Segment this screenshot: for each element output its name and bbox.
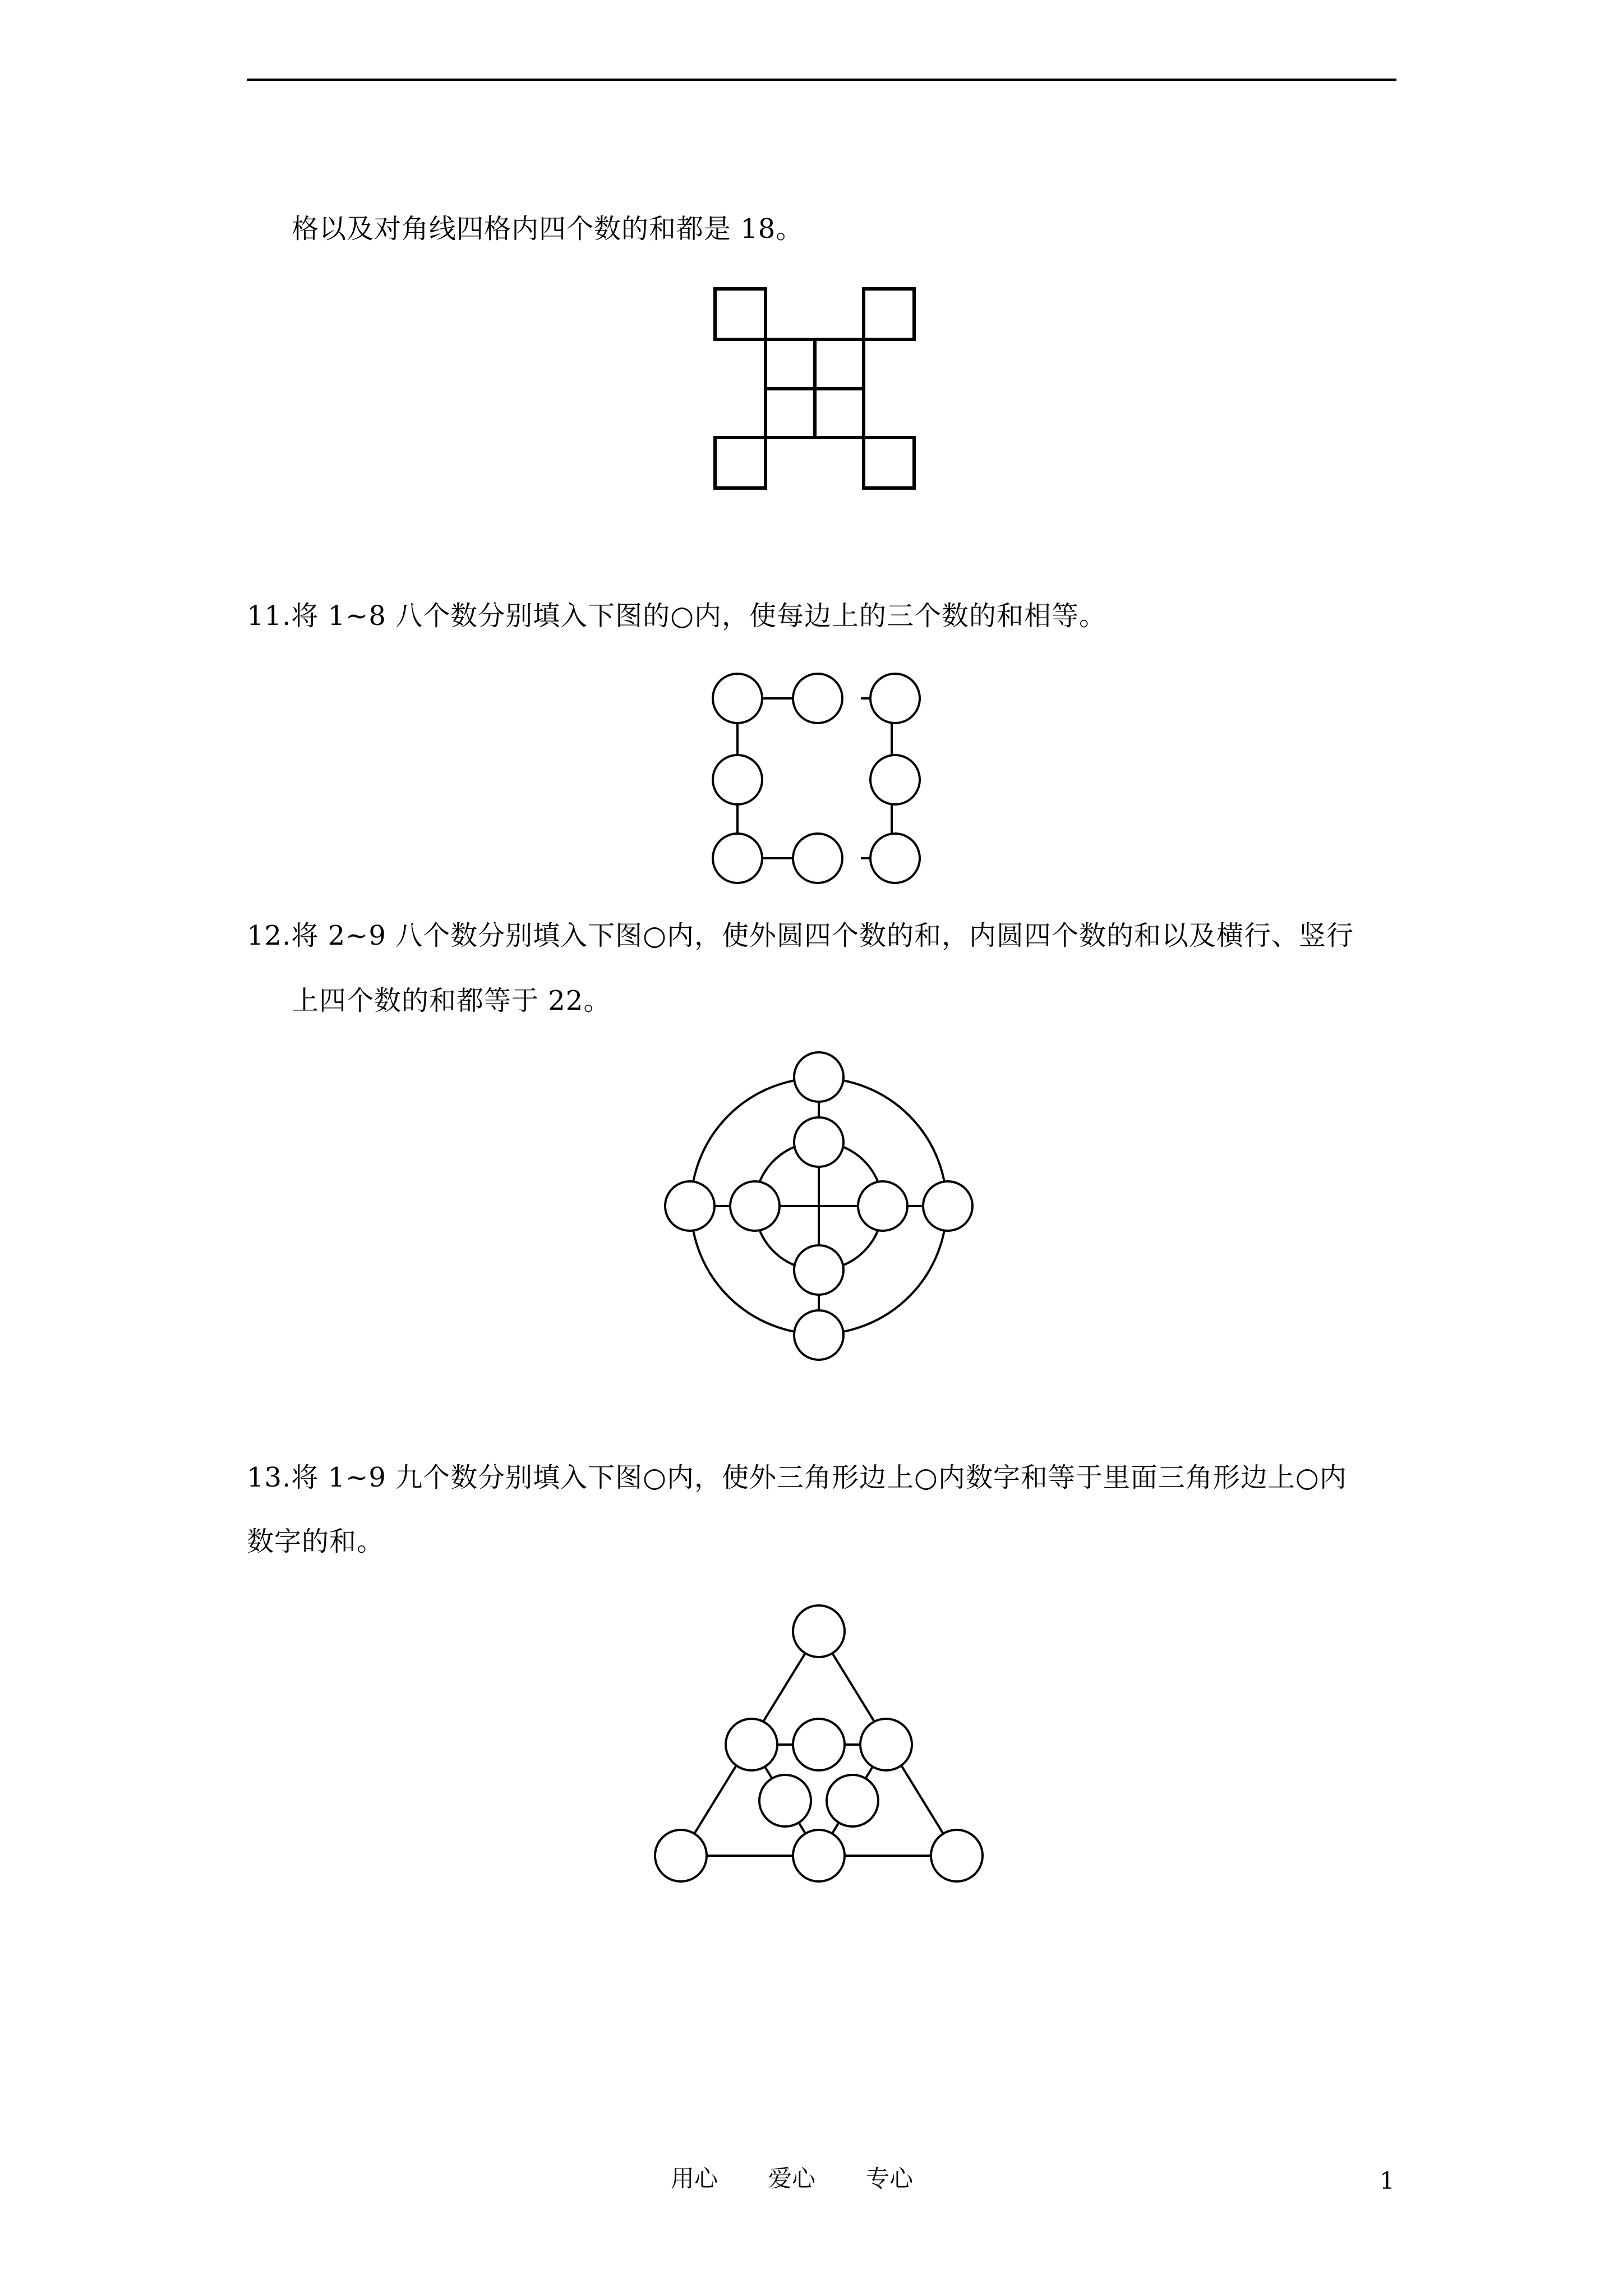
circle-bottom-middle (793, 834, 842, 883)
header-rule (247, 79, 1396, 81)
triangle-circles-diagram (651, 1593, 987, 1896)
x-grid-diagram (712, 286, 925, 499)
circle-bottom-middle (793, 1830, 845, 1881)
footer-motto-3: 专心 (866, 2165, 914, 2192)
circle-bottom-right (931, 1830, 983, 1881)
problem12-text-line1: 12.将 2~9 八个数分别填入下图○内，使外圆四个数的和，内圆四个数的和以及横行、竖行 (247, 920, 1354, 951)
circle-inner-lower-right (827, 1775, 878, 1826)
concentric-circles-diagram (662, 1049, 976, 1363)
grid-cell-bottom-right (864, 438, 914, 488)
circle-top-middle (793, 674, 842, 723)
problem11-figure (707, 668, 931, 892)
footer-motto-1: 用心 (671, 2165, 718, 2192)
circle-outer-top (794, 1052, 843, 1102)
problem10-text: 格以及对角线四格内四个数的和都是 18。 (292, 213, 804, 245)
problem13-figure (651, 1593, 987, 1896)
circle-inner-top (794, 1117, 843, 1167)
footer-motto-2: 爱心 (768, 2165, 816, 2192)
problem10-figure (712, 286, 925, 499)
grid-cell-center-bl (766, 389, 815, 438)
circle-inner-left (730, 1181, 780, 1231)
problem13-text-line1: 13.将 1~9 九个数分别填入下图○内，使外三角形边上○内数字和等于里面三角形边上○内 (247, 1462, 1347, 1493)
circle-bottom-left (655, 1830, 707, 1881)
grid-cell-top-right (864, 289, 914, 339)
circle-outer-bottom (794, 1310, 843, 1360)
grid-cell-center-tr (815, 339, 864, 389)
circle-inner-lower-left (759, 1775, 811, 1826)
circle-bottom-right (870, 834, 920, 883)
problem11-text: 11.将 1~8 八个数分别填入下图的○内，使每边上的三个数的和相等。 (247, 600, 1107, 632)
grid-cell-center-br (815, 389, 864, 438)
circle-apex (793, 1605, 845, 1657)
circle-bottom-left (713, 834, 762, 883)
circle-inner-top-middle (793, 1719, 845, 1770)
circle-inner-bottom (794, 1245, 843, 1295)
circle-outer-left (665, 1181, 714, 1231)
circle-left-middle (713, 755, 762, 804)
circle-inner-right (860, 1719, 912, 1770)
page-number: 1 (1380, 2167, 1395, 2194)
grid-cell-center-tl (766, 339, 815, 389)
grid-cell-top-left (715, 289, 766, 339)
circle-right-middle (870, 755, 920, 804)
problem13-text-line2: 数字的和。 (247, 1526, 385, 1557)
circle-inner-right (858, 1181, 907, 1231)
square-circles-diagram (707, 668, 931, 892)
circle-inner-left (726, 1719, 777, 1770)
grid-cell-bottom-left (715, 438, 766, 488)
circle-top-right (870, 674, 920, 723)
circle-top-left (713, 674, 762, 723)
circle-outer-right (923, 1181, 972, 1231)
problem12-text-line2: 上四个数的和都等于 22。 (292, 985, 611, 1016)
problem12-figure (662, 1049, 976, 1363)
